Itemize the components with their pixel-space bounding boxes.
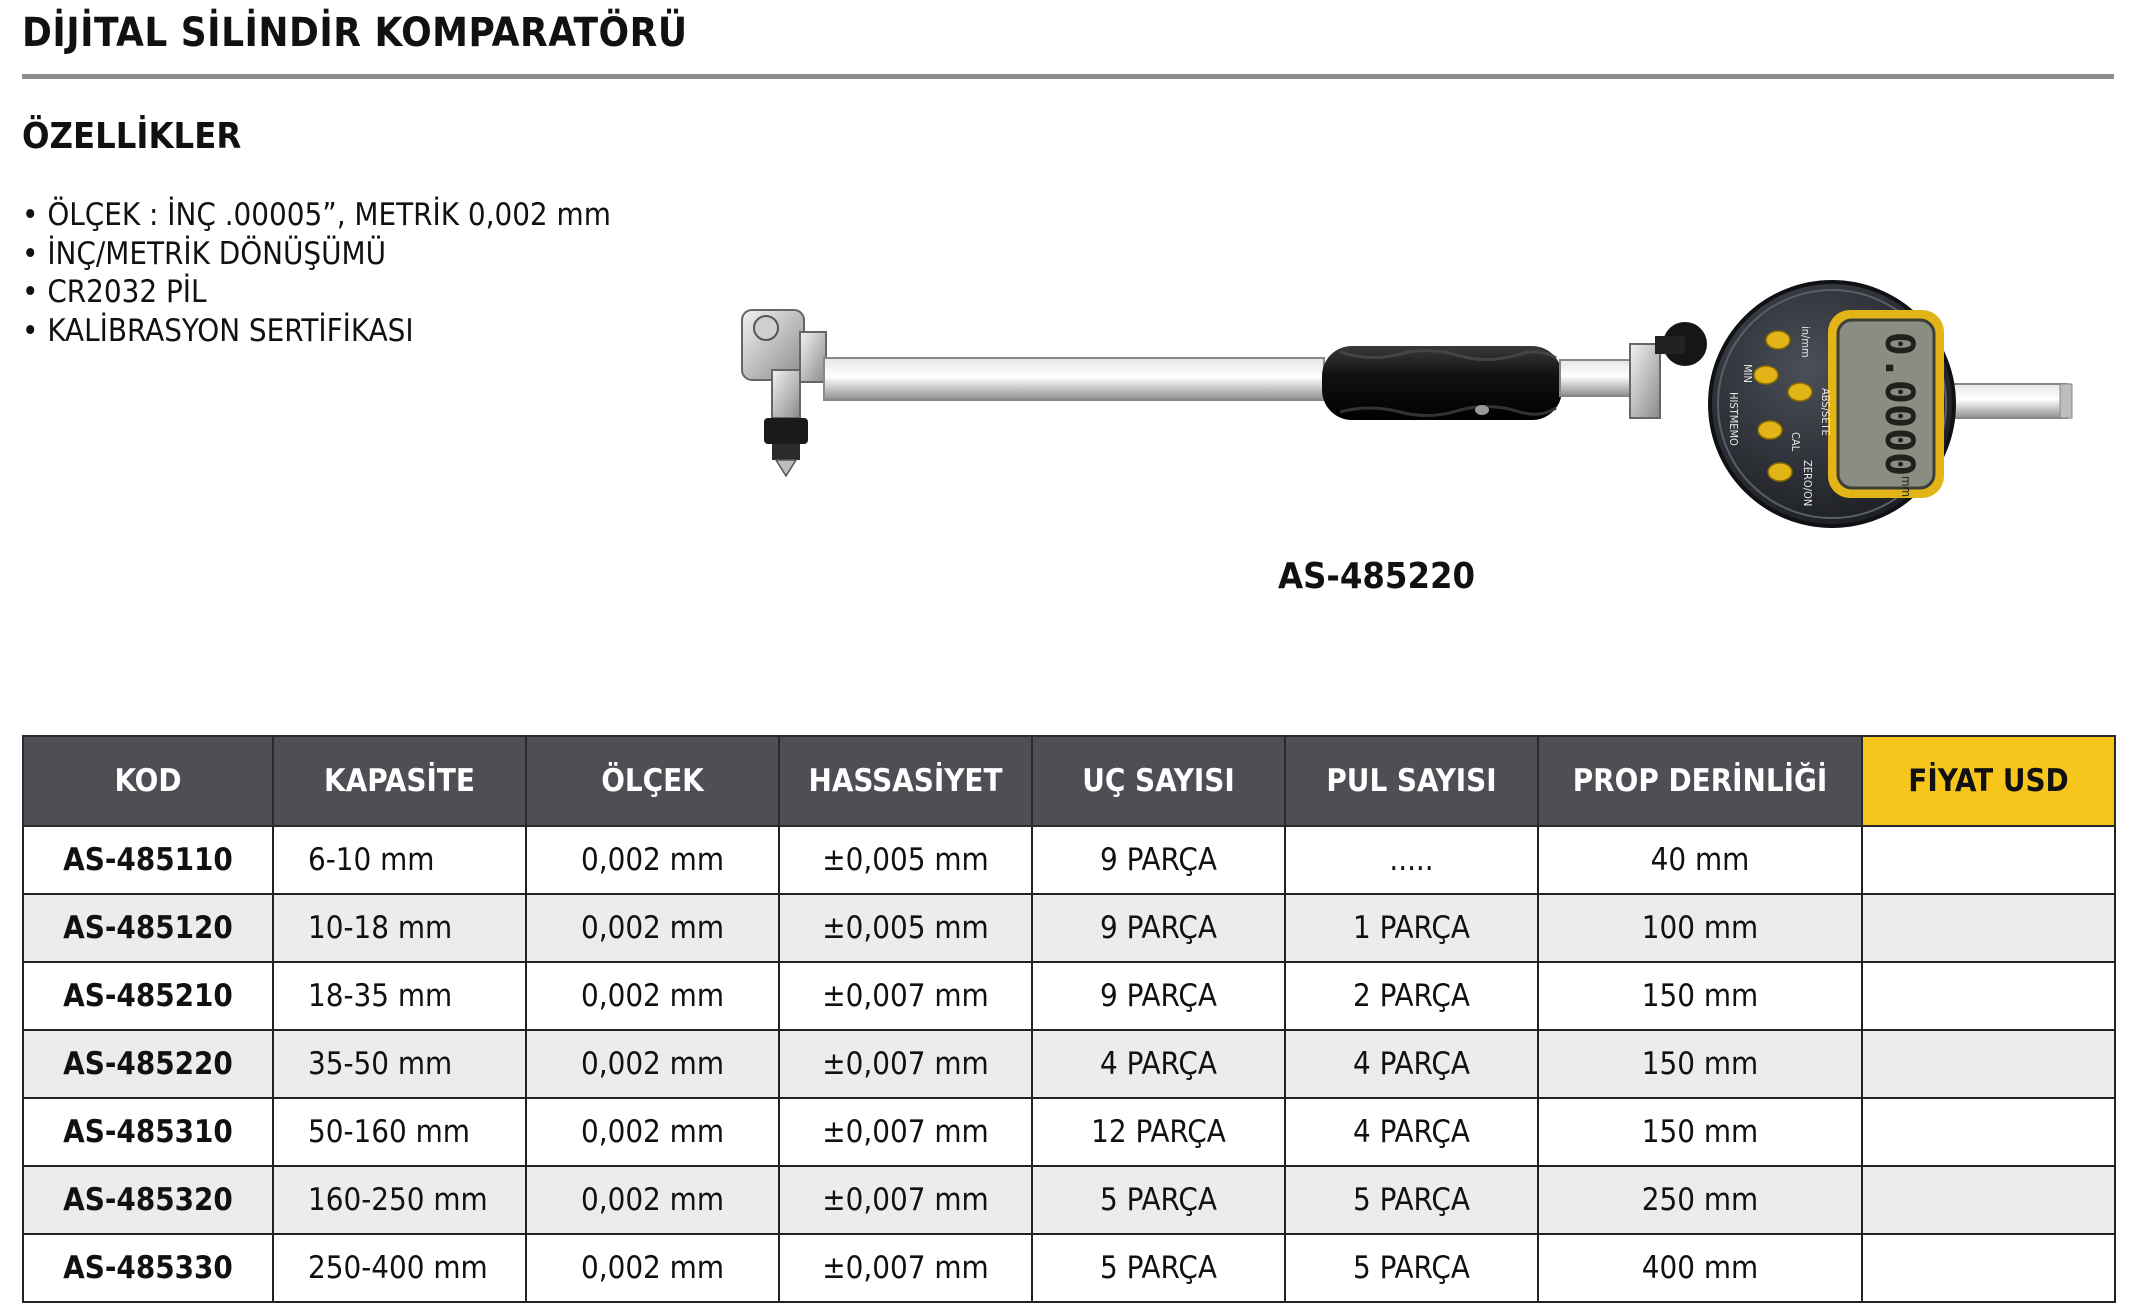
cell-tip-count: 9 PARÇA [1032,826,1285,894]
dial-label: in/mm [1799,326,1812,358]
table-row [23,962,2115,1030]
display-unit: mm [1899,476,1913,498]
features-list [22,196,611,350]
cell-probe-depth: 250 mm [1538,1166,1862,1234]
digital-indicator [1710,282,1954,526]
cell-probe-depth: 150 mm [1538,962,1862,1030]
cell-washer-count: 4 PARÇA [1285,1098,1538,1166]
cell-washer-count: 4 PARÇA [1285,1030,1538,1098]
cell-probe-depth: 40 mm [1538,826,1862,894]
feature-item: • KALİBRASYON SERTİFİKASI [22,312,611,351]
cell-scale: 0,002 mm [526,894,779,962]
cell-washer-count: ..... [1285,826,1538,894]
cell-tip-count: 5 PARÇA [1032,1166,1285,1234]
feature-item: • CR2032 PİL [22,273,611,312]
cell-price [1862,826,2115,894]
table-row [23,894,2115,962]
cell-scale: 0,002 mm [526,1030,779,1098]
cell-price [1862,1234,2115,1302]
cell-probe-depth: 150 mm [1538,1030,1862,1098]
indicator-display: 0.0000 [1876,331,1922,477]
figure-caption: AS-485220 [1278,556,1476,597]
measuring-head [742,310,826,476]
spec-table [22,735,2116,1303]
table-row [23,1030,2115,1098]
cell-capacity: 10-18 mm [273,894,526,962]
cell-code: AS-485120 [23,894,273,962]
dial-label: MIN [1741,364,1754,383]
cell-accuracy: ±0,005 mm [779,894,1032,962]
table-row [23,1098,2115,1166]
cell-washer-count: 1 PARÇA [1285,894,1538,962]
column-header-kapasite: KAPASİTE [273,736,526,826]
cell-code: AS-485320 [23,1166,273,1234]
cell-probe-depth: 400 mm [1538,1234,1862,1302]
cell-code: AS-485330 [23,1234,273,1302]
cell-code: AS-485220 [23,1030,273,1098]
cell-probe-depth: 100 mm [1538,894,1862,962]
cell-price [1862,962,2115,1030]
column-header-kod: KOD [23,736,273,826]
column-header-olcek: ÖLÇEK [526,736,779,826]
cell-scale: 0,002 mm [526,962,779,1030]
cell-accuracy: ±0,007 mm [779,1234,1032,1302]
cell-washer-count: 5 PARÇA [1285,1166,1538,1234]
dial-label: ABS/SETE [1819,388,1832,436]
cell-tip-count: 12 PARÇA [1032,1098,1285,1166]
cell-price [1862,1166,2115,1234]
cell-capacity: 250-400 mm [273,1234,526,1302]
cell-capacity: 6-10 mm [273,826,526,894]
gauge-rod-upper [1560,360,1640,396]
dial-label: CAL [1789,432,1802,452]
cell-capacity: 35-50 mm [273,1030,526,1098]
cell-accuracy: ±0,007 mm [779,1166,1032,1234]
cell-accuracy: ±0,005 mm [779,826,1032,894]
cell-capacity: 160-250 mm [273,1166,526,1234]
column-header-fiyat-usd: FİYAT USD [1862,736,2115,826]
lock-knob-icon [1630,322,1707,418]
cell-tip-count: 9 PARÇA [1032,962,1285,1030]
feature-item: • ÖLÇEK : İNÇ .00005”, METRİK 0,002 mm [22,196,611,235]
cell-price [1862,894,2115,962]
cell-capacity: 50-160 mm [273,1098,526,1166]
dial-label: ZERO/ON [1801,460,1814,507]
cell-tip-count: 5 PARÇA [1032,1234,1285,1302]
cell-tip-count: 4 PARÇA [1032,1030,1285,1098]
cell-probe-depth: 150 mm [1538,1098,1862,1166]
cell-washer-count: 2 PARÇA [1285,962,1538,1030]
cell-code: AS-485310 [23,1098,273,1166]
feature-item: • İNÇ/METRİK DÖNÜŞÜMÜ [22,235,611,274]
column-header-hassasiyet: HASSASİYET [779,736,1032,826]
table-row [23,1234,2115,1302]
column-header-uc-sayisi: UÇ SAYISI [1032,736,1285,826]
table-row [23,826,2115,894]
cell-capacity: 18-35 mm [273,962,526,1030]
cell-scale: 0,002 mm [526,826,779,894]
cell-price [1862,1030,2115,1098]
dial-label: HISTMEMO [1727,392,1740,446]
rubber-grip [1322,346,1562,420]
cell-price [1862,1098,2115,1166]
title-divider [22,74,2114,79]
column-header-pul-sayisi: PUL SAYISI [1285,736,1538,826]
table-header-row [23,736,2115,826]
page-title: DİJİTAL SİLİNDİR KOMPARATÖRÜ [22,10,688,56]
cell-code: AS-485210 [23,962,273,1030]
cell-scale: 0,002 mm [526,1234,779,1302]
column-header-prop-derinligi: PROP DERİNLİĞİ [1538,736,1862,826]
bore-gauge-illustration [730,280,2090,530]
cell-accuracy: ±0,007 mm [779,1098,1032,1166]
cell-scale: 0,002 mm [526,1098,779,1166]
cell-accuracy: ±0,007 mm [779,1030,1032,1098]
cell-scale: 0,002 mm [526,1166,779,1234]
gauge-rod [824,358,1324,400]
cell-tip-count: 9 PARÇA [1032,894,1285,962]
cell-code: AS-485110 [23,826,273,894]
cell-accuracy: ±0,007 mm [779,962,1032,1030]
features-heading: ÖZELLİKLER [22,116,242,157]
cell-washer-count: 5 PARÇA [1285,1234,1538,1302]
table-row [23,1166,2115,1234]
